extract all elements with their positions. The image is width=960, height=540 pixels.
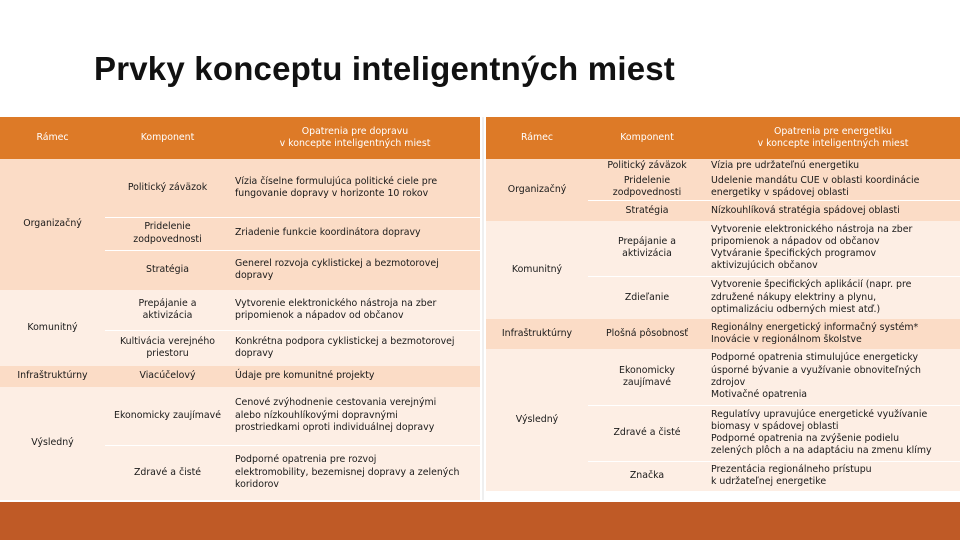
- header-component: Komponent: [105, 117, 230, 159]
- component-cell: Pridelenie zodpovednosti: [588, 174, 706, 200]
- table-divider: [482, 117, 484, 500]
- header-frame: Rámec: [0, 117, 105, 159]
- measure-cell: Zriadenie funkcie koordinátora dopravy: [230, 217, 480, 250]
- frame-cell: Výsledný: [515, 413, 559, 425]
- component-cell: Ekonomicky zaujímavé: [105, 387, 230, 445]
- header-frame: Rámec: [486, 117, 588, 159]
- frame-cell: Infraštruktúrny: [501, 327, 573, 339]
- footer-bar: [0, 502, 960, 540]
- measure-cell: Údaje pre komunitné projekty: [235, 370, 375, 382]
- component-cell: Zdravé a čisté: [588, 405, 706, 461]
- measure-cell: Vytvorenie špecifických aplikácií (napr. pre združené nákupy elektriny a plynu, optimalizáciu odberných miest atď.): [711, 279, 912, 315]
- transport-measures-table: [0, 117, 480, 500]
- measure-cell: Regulatívy upravujúce energetické využívanie biomasy v spádovej oblasti Podporné opatrenia na zvýšenie podielu zelených plôch a na adaptáciu na zmenu klímy: [706, 405, 960, 461]
- component-cell: Zdieľanie: [624, 291, 670, 303]
- frame-cell: Organizačný: [23, 218, 82, 230]
- component-cell: Plošná pôsobnosť: [605, 327, 689, 339]
- component-cell: Ekonomicky zaujímavé: [588, 349, 706, 405]
- frame-cell: Infraštruktúrny: [17, 370, 88, 382]
- measure-cell: Vytvorenie elektronického nástroja na zber pripomienok a nápadov od občanov Vytváranie špecifických programov aktivizujúcich občanov: [706, 221, 960, 276]
- component-cell: Značka: [629, 470, 665, 482]
- measure-cell: Cenové zvýhodnenie cestovania verejnými alebo nízkouhlíkovými dopravnými prostriedkami oproti individuálnej dopravy: [230, 387, 480, 445]
- table-row: [0, 159, 480, 217]
- table-row: [0, 366, 480, 387]
- table-row: [486, 349, 960, 405]
- measure-cell: Prezentácia regionálneho prístupu k udržateľnej energetike: [711, 464, 872, 488]
- measure-cell: Vytvorenie elektronického nástroja na zber pripomienok a nápadov od občanov: [230, 290, 480, 330]
- header-measures: Opatrenia pre energetiku v koncepte inteligentných miest: [706, 117, 960, 159]
- measure-cell: Podporné opatrenia pre rozvoj elektromobility, bezemisnej dopravy a zelených koridorov: [235, 454, 460, 490]
- measure-cell: Podporné opatrenia stimulujúce energeticky úsporné bývanie a využívanie obnoviteľných zdrojov Motivačné opatrenia: [706, 349, 960, 405]
- measure-cell: Regionálny energetický informačný systém* Inovácie v regionálnom školstve: [711, 321, 919, 345]
- measure-cell: Generel rozvoja cyklistickej a bezmotorovej dopravy: [235, 258, 439, 282]
- measure-cell: Konkrétna podpora cyklistickej a bezmotorovej dopravy: [235, 336, 455, 360]
- measure-cell: Udelenie mandátu CUE v oblasti koordinácie energetiky v spádovej oblasti: [706, 174, 960, 200]
- frame-cell: Komunitný: [27, 321, 78, 333]
- table-row: [0, 387, 480, 445]
- energy-measures-table: [486, 117, 960, 491]
- component-cell: Stratégia: [146, 264, 189, 276]
- frame-cell: Výsledný: [31, 437, 74, 449]
- header-measures: Opatrenia pre dopravu v koncepte inteligentných miest: [230, 117, 480, 159]
- component-cell: Politický záväzok: [105, 159, 230, 217]
- frame-cell: Organizačný: [507, 183, 567, 195]
- header-component: Komponent: [588, 117, 706, 159]
- frame-cell: Komunitný: [511, 263, 563, 275]
- measure-cell: Vízia číselne formulujúca politické ciele pre fungovanie dopravy v horizonte 10 rokov: [230, 159, 480, 217]
- component-cell: Politický záväzok: [607, 160, 687, 172]
- component-cell: Stratégia: [625, 204, 669, 216]
- component-cell: Prepájanie a aktivizácia: [105, 290, 230, 330]
- table-row: [486, 319, 960, 349]
- component-cell: Kultivácia verejného priestoru: [119, 336, 215, 360]
- component-cell: Prepájanie a aktivizácia: [588, 221, 706, 276]
- page-title: Prvky konceptu inteligentných miest: [94, 50, 675, 87]
- table-row: [486, 159, 960, 174]
- measure-cell: Nízkouhlíková stratégia spádovej oblasti: [711, 204, 900, 216]
- table-header-row: [0, 117, 480, 159]
- component-cell: Pridelenie zodpovednosti: [105, 217, 230, 250]
- component-cell: Viacúčelový: [139, 370, 196, 382]
- table-header-row: [486, 117, 960, 159]
- measure-cell: Vízia pre udržateľnú energetiku: [711, 160, 860, 172]
- table-row: [486, 221, 960, 276]
- component-cell: Zdravé a čisté: [133, 466, 202, 478]
- table-row: [0, 290, 480, 330]
